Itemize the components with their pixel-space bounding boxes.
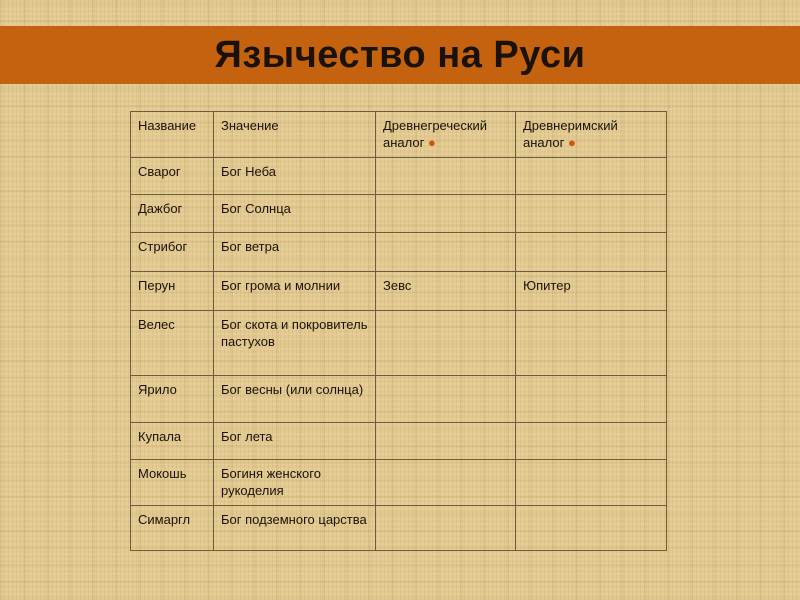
cell-name: Симаргл bbox=[131, 506, 214, 551]
cell-name: Перун bbox=[131, 272, 214, 311]
cell-roman bbox=[516, 158, 667, 195]
table-row bbox=[131, 195, 667, 233]
cell-name: Сварог bbox=[131, 158, 214, 195]
cell-name: Ярило bbox=[131, 376, 214, 423]
bullet-icon: ● bbox=[567, 135, 576, 150]
table-row bbox=[131, 460, 667, 506]
page-title: Язычество на Руси bbox=[214, 33, 586, 76]
cell-meaning: Бог подземного царства bbox=[214, 506, 376, 551]
header-roman-analog: Древнеримский аналог ● bbox=[516, 112, 667, 158]
cell-greek bbox=[376, 506, 516, 551]
cell-roman: Юпитер bbox=[516, 272, 667, 311]
cell-meaning: Бог весны (или солнца) bbox=[214, 376, 376, 423]
cell-greek bbox=[376, 376, 516, 423]
table-row bbox=[131, 158, 667, 195]
cell-roman bbox=[516, 506, 667, 551]
cell-roman bbox=[516, 376, 667, 423]
header-greek-analog: Древнегреческий аналог ● bbox=[376, 112, 516, 158]
title-bar bbox=[0, 26, 800, 84]
header-meaning: Значение bbox=[214, 112, 376, 158]
cell-greek bbox=[376, 423, 516, 460]
cell-greek bbox=[376, 311, 516, 376]
bullet-icon: ● bbox=[427, 135, 436, 150]
table-row bbox=[131, 272, 667, 311]
table-row bbox=[131, 311, 667, 376]
cell-greek bbox=[376, 233, 516, 272]
cell-roman bbox=[516, 423, 667, 460]
cell-meaning: Бог скота и покровитель пастухов bbox=[214, 311, 376, 376]
cell-meaning: Бог лета bbox=[214, 423, 376, 460]
table-row bbox=[131, 506, 667, 551]
cell-roman bbox=[516, 195, 667, 233]
cell-meaning: Бог ветра bbox=[214, 233, 376, 272]
cell-name: Мокошь bbox=[131, 460, 214, 506]
cell-meaning: Бог Солнца bbox=[214, 195, 376, 233]
cell-name: Дажбог bbox=[131, 195, 214, 233]
cell-meaning: Бог Неба bbox=[214, 158, 376, 195]
cell-greek: Зевс bbox=[376, 272, 516, 311]
cell-meaning: Богиня женского рукоделия bbox=[214, 460, 376, 506]
cell-meaning: Бог грома и молнии bbox=[214, 272, 376, 311]
cell-roman bbox=[516, 311, 667, 376]
gods-table bbox=[130, 111, 667, 551]
cell-roman bbox=[516, 233, 667, 272]
table-row bbox=[131, 423, 667, 460]
cell-roman bbox=[516, 460, 667, 506]
cell-greek bbox=[376, 158, 516, 195]
cell-name: Велес bbox=[131, 311, 214, 376]
table-row bbox=[131, 376, 667, 423]
table-header-row bbox=[131, 112, 667, 158]
cell-greek bbox=[376, 195, 516, 233]
cell-greek bbox=[376, 460, 516, 506]
cell-name: Купала bbox=[131, 423, 214, 460]
table-row bbox=[131, 233, 667, 272]
header-name: Название bbox=[131, 112, 214, 158]
cell-name: Стрибог bbox=[131, 233, 214, 272]
